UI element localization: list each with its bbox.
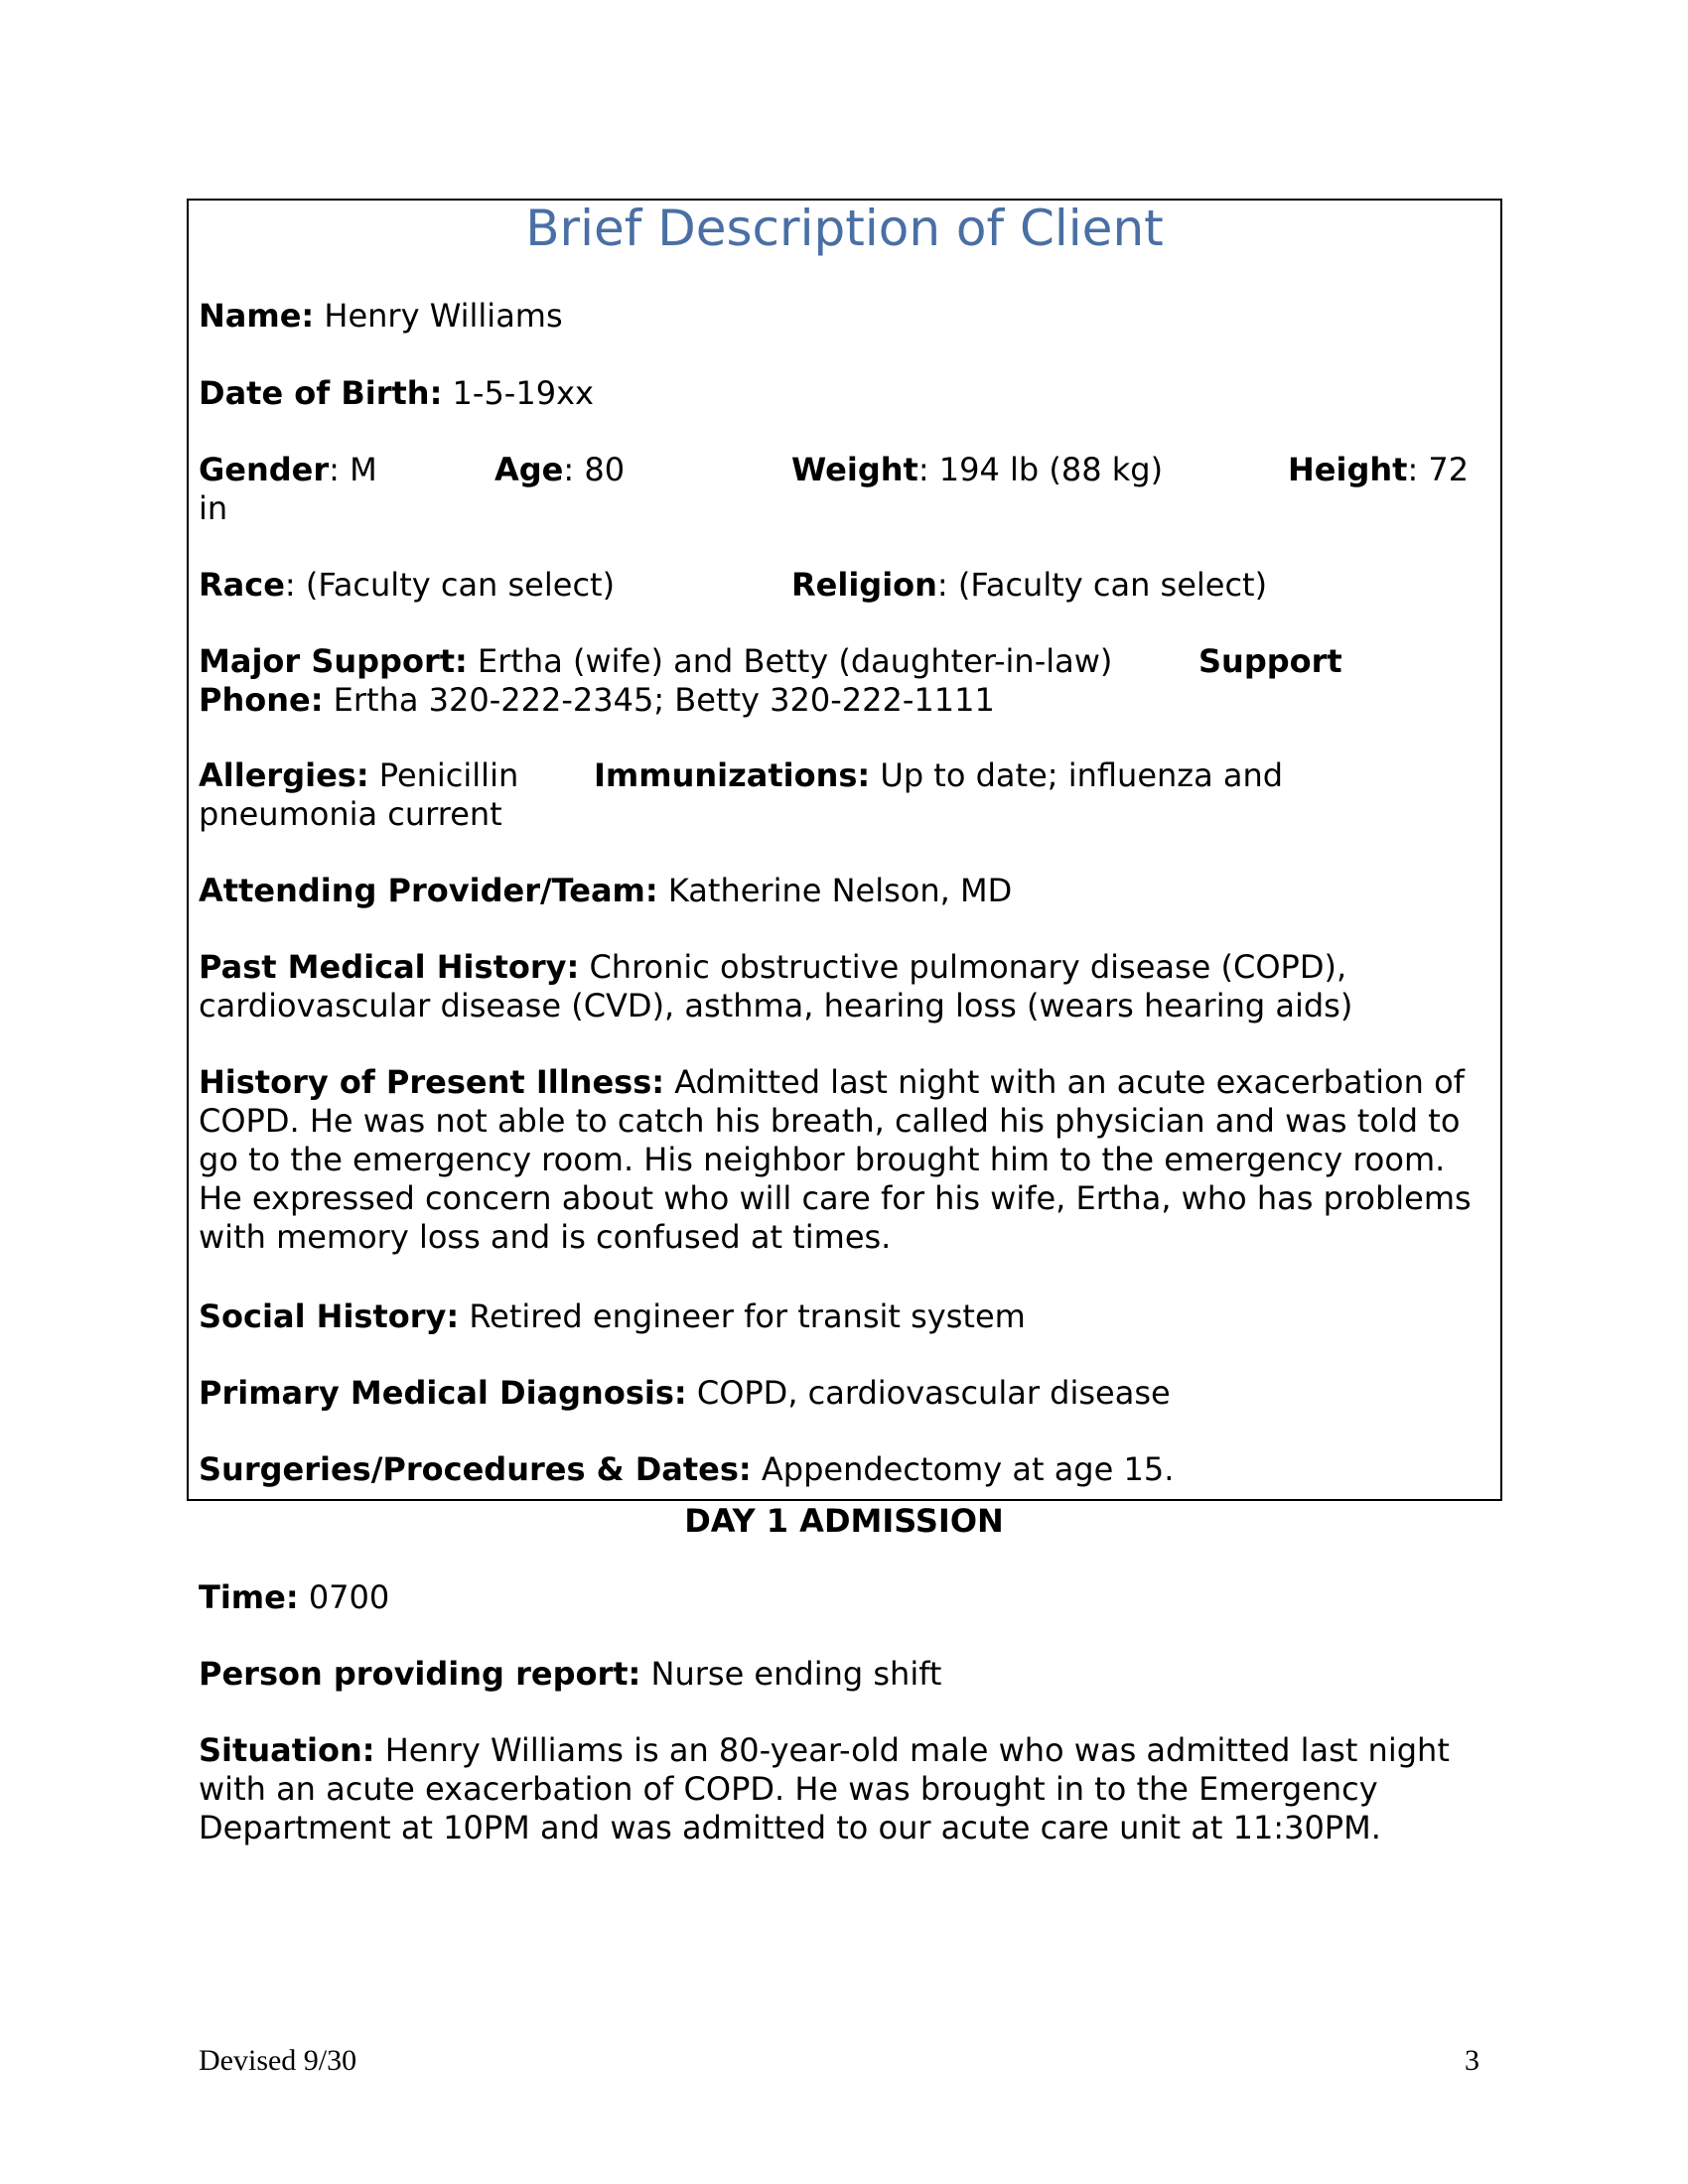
religion-label: Religion [791,566,937,604]
attending-row [199,872,1012,910]
height-label: Height [1288,451,1408,488]
attending-value: Katherine Nelson, MD [667,872,1013,909]
major-support-field [199,642,1112,681]
race-field [199,566,615,605]
reporter-row [199,1655,941,1694]
allergies-label: Allergies: [199,756,369,794]
day-admission-heading: DAY 1 ADMISSION [684,1502,1004,1540]
surgeries-label: Surgeries/Procedures & Dates: [199,1450,752,1488]
primary-diagnosis-value: COPD, cardiovascular disease [696,1374,1171,1412]
immunizations-value-cont: pneumonia current [199,795,502,833]
age-label: Age [494,451,564,488]
time-label: Time: [199,1578,299,1616]
attending-label: Attending Provider/Team: [199,872,658,909]
support-phone-value: Ertha 320-222-2345; Betty 320-222-1111 [333,681,995,719]
allergies-value: Penicillin [378,756,519,794]
religion-value: : (Faculty can select) [936,566,1268,604]
height-value: : 72 [1407,451,1470,488]
primary-diagnosis-row [199,1374,1171,1413]
situation [199,1731,1489,1847]
weight-field [791,451,1163,489]
name-label: Name: [199,297,315,335]
immunizations-value: Up to date; influenza and [880,756,1284,794]
dob-value: 1-5-19xx [452,374,594,412]
height-unit: in [199,489,228,527]
time-value: 0700 [308,1578,390,1616]
gender-field [199,451,377,489]
time-row [199,1578,389,1617]
name-value: Henry Williams [324,297,563,335]
footer-devised: Devised 9/30 [199,2044,357,2077]
primary-diagnosis-label: Primary Medical Diagnosis: [199,1374,687,1412]
immunizations-label: Immunizations: [594,756,871,794]
social-history-value: Retired engineer for transit system [469,1297,1026,1335]
dob-label: Date of Birth: [199,374,443,412]
weight-value: : 194 lb (88 kg) [917,451,1164,488]
situation-label: Situation: [199,1731,375,1769]
major-support-label: Major Support: [199,642,468,680]
client-box-title: Brief Description of Client [525,200,1164,257]
present-illness-value: Admitted last night with an acute exacerbation of COPD. He was not able to catch his breath, called his physician and was told to go to the emergency room. His neighbor brought him to the emergency room. He expressed concern about who will care for his wife, Ertha, who has problems with memory loss and is confused at times. [199,1063,1472,1256]
footer-page-number: 3 [1465,2044,1479,2077]
social-history-label: Social History: [199,1297,460,1335]
weight-label: Weight [791,451,918,488]
gender-value: : M [329,451,377,488]
present-illness [199,1063,1489,1257]
present-illness-label: History of Present Illness: [199,1063,665,1101]
gender-label: Gender [199,451,330,488]
race-value: : (Faculty can select) [284,566,616,604]
religion-field [791,566,1267,605]
support-phone-field [199,681,995,720]
support-label: Support [1198,642,1342,680]
situation-value: Henry Williams is an 80-year-old male who was admitted last night with an acute exacerbation of COPD. He was brought in to the Emergency Department at 10PM and was admitted to our acute care unit at 11:30PM. [199,1731,1450,1846]
race-label: Race [199,566,285,604]
age-field [494,451,625,489]
surgeries-row [199,1450,1174,1489]
reporter-value: Nurse ending shift [650,1655,942,1693]
surgeries-value: Appendectomy at age 15. [761,1450,1175,1488]
support-phone-label-top [1198,642,1342,681]
reporter-label: Person providing report: [199,1655,641,1693]
allergies-field [199,756,518,795]
height-field [1288,451,1469,489]
past-medical-history [199,948,1489,1025]
phone-label: Phone: [199,681,324,719]
age-value: : 80 [563,451,626,488]
past-medical-value: Chronic obstructive pulmonary disease (COPD), cardiovascular disease (CVD), asthma, hearing loss (wears hearing aids) [199,948,1353,1024]
name-row [199,297,563,336]
major-support-value: Ertha (wife) and Betty (daughter-in-law) [477,642,1113,680]
immunizations-field [594,756,1283,795]
dob-row [199,374,594,413]
past-medical-label: Past Medical History: [199,948,580,986]
social-history-row [199,1297,1026,1336]
